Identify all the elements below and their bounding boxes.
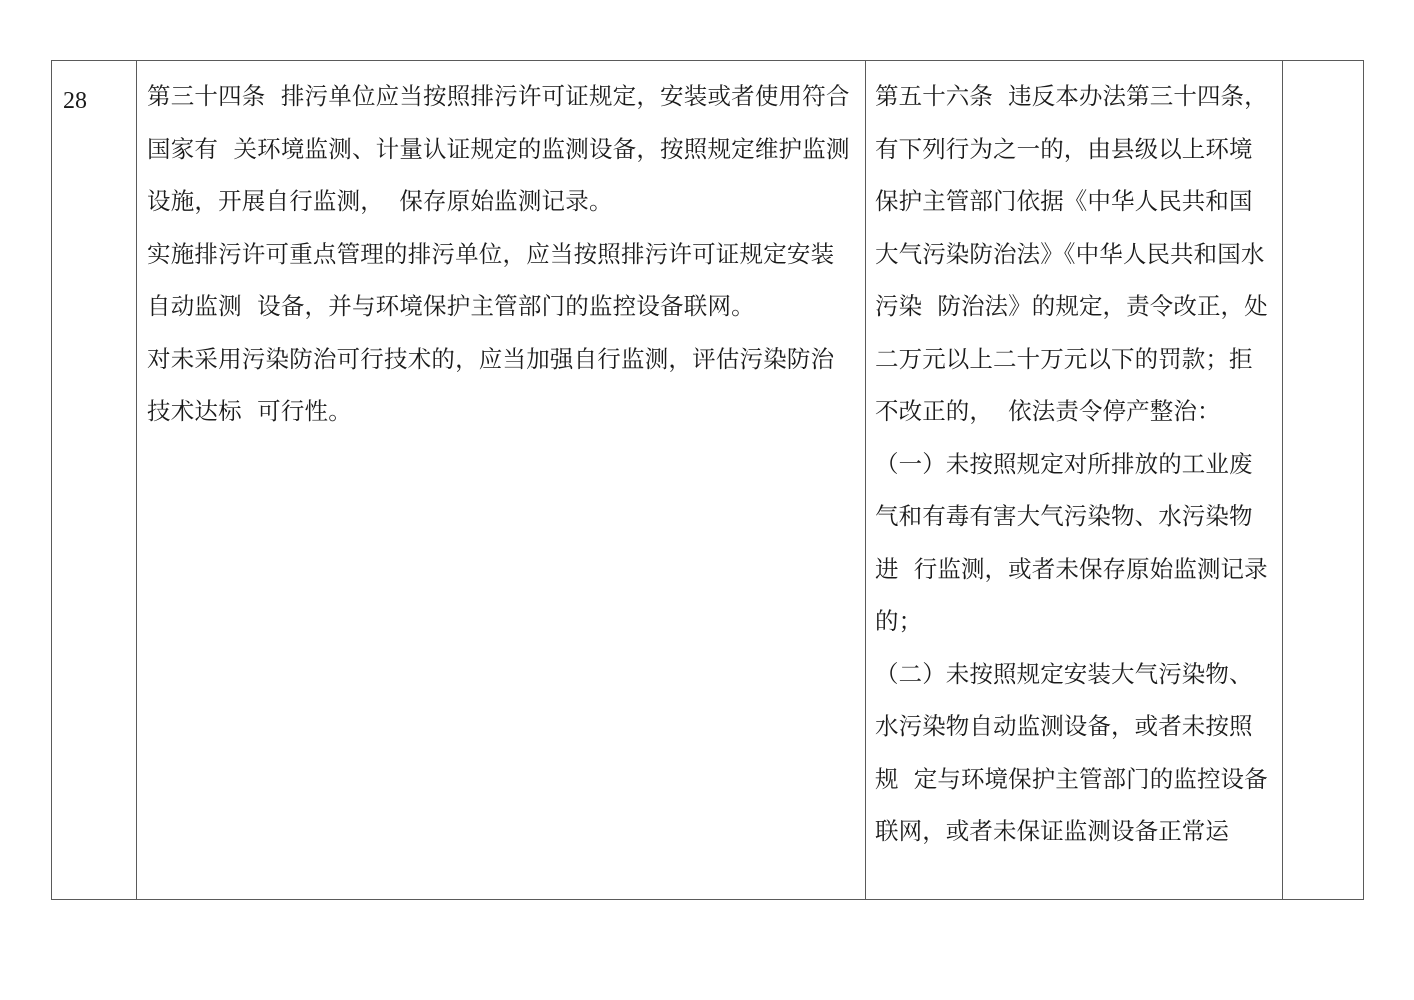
article-paragraph: 实施排污许可重点管理的排污单位，应当按照排污许可证规定安装自动监测 设备，并与环境保护主管部门的监控设备联网。 [147, 239, 835, 320]
penalty-cell [866, 61, 1283, 900]
extra-cell [1283, 61, 1364, 900]
penalty-paragraph: （一）未按照规定对所排放的工业废气和有毒有害大气污染物、水污染物进 行监测，或者未保存原始监测记录的； [875, 449, 1268, 635]
penalty-paragraph: 第五十六条 违反本办法第三十四条，有下列行为之一的，由县级以上环境 保护主管部门依据《中华人民共和国大气污染防治法》《中华人民共和国水污染 防治法》的规定，责令改正，处二万元以上二十万元以下的罚款；拒不改正的， 依法责令停产整治： [875, 82, 1268, 425]
table-row [52, 61, 1364, 900]
article-paragraph: 第三十四条 排污单位应当按照排污许可证规定，安装或者使用符合国家有 关环境监测、计量认证规定的监测设备，按照规定维护监测设施，开展自行监测， 保存原始监测记录。 [147, 82, 850, 215]
regulation-table [51, 60, 1364, 900]
penalty-paragraph: （二）未按照规定安装大气污染物、水污染物自动监测设备，或者未按照规 定与环境保护主管部门的监控设备联网，或者未保证监测设备正常运 [875, 659, 1268, 845]
article-cell [137, 61, 866, 900]
row-number: 28 [63, 88, 87, 114]
article-paragraph: 对未采用污染防治可行技术的，应当加强自行监测，评估污染防治技术达标 可行性。 [147, 344, 835, 425]
row-number-cell [52, 61, 137, 900]
